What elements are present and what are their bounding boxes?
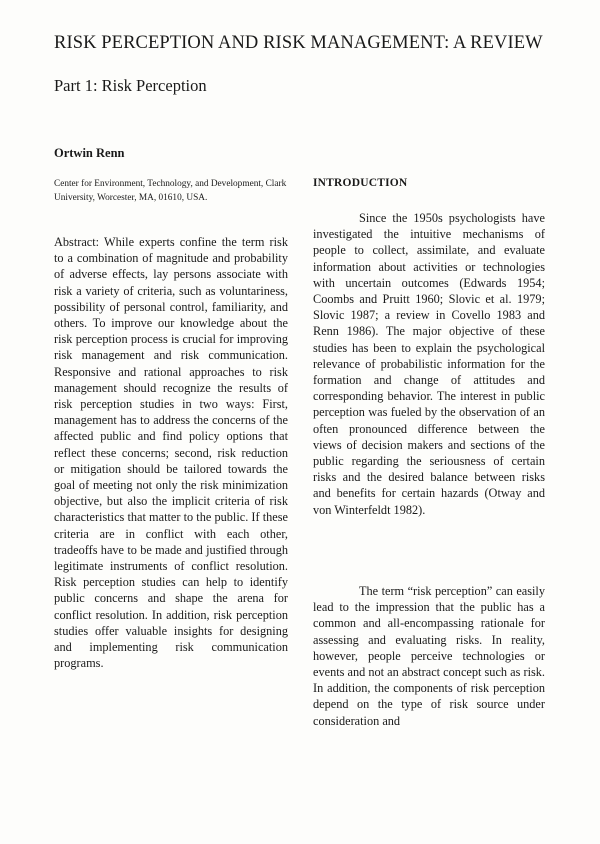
- article-subtitle: Part 1: Risk Perception: [54, 76, 207, 95]
- intro-paragraph-1: [313, 210, 545, 518]
- intro-paragraph-2-text: The term “risk perception” can easily lead to the impression that the public has a common and all-encompassing rationale for assessing and evaluating risks. In reality, however, people perceive technologies or events and not an abstract concept such as risk. In addition, the components of risk perception depend on the type of risk source under consideration and: [313, 584, 545, 728]
- article-title: RISK PERCEPTION AND RISK MANAGEMENT: A REVIEW: [54, 33, 543, 53]
- abstract-text: While experts confine the term risk to a combination of magnitude and probability of adverse effects, lay persons associate with risk a variety of criteria, such as voluntariness, possibility of personal control, familiarity, and others. To improve our knowledge about the risk perception process is crucial for improving risk management and risk communication. Responsive and rational approaches to risk management should recognize the results of risk perception studies in two ways: First, management has to address the concerns of the affected public and find policy options that reflect these concerns; second, risk reduction or mitigation should be tailored towards the goal of meeting not only the risk minimization objective, but also the implicit criteria of risk characteristics that matter to the public. If these criteria are in conflict with each other, tradeoffs have to be made and justified through legitimate instruments of conflict resolution. Risk perception studies can help to identify public concerns and shape the arena for conflict resolution. In addition, risk perception studies offer valuable insights for designing and implementing risk communication programs.: [54, 235, 288, 671]
- section-heading: INTRODUCTION: [313, 177, 408, 189]
- intro-paragraph-1-text: Since the 1950s psychologists have investigated the intuitive mechanisms of people to collect, assimilate, and evaluate information about activities or technologies with uncertain outcomes (Edwards 1954; Coombs and Pruitt 1960; Slovic et al. 1979; Slovic 1987; a review in Covello 1983 and Renn 1986). The major objective of these studies has been to explain the psychological relevance of probabilistic information for the formation and change of attitudes and corresponding behavior. The interest in public perception was fueled by the observation of an often pronounced difference between the views of decision makers and sections of the public regarding the seriousness of certain risks and the desired balance between risks and benefits for certain hazards (Otway and von Winterfeldt 1982).: [313, 211, 545, 517]
- abstract-label: Abstract:: [54, 235, 100, 249]
- author-name: Ortwin Renn: [54, 146, 125, 160]
- intro-paragraph-2: [313, 583, 545, 729]
- abstract-block: [54, 234, 288, 671]
- author-affiliation: Center for Environment, Technology, and Development, Clark University, Worcester, MA, 01610, USA.: [54, 179, 287, 203]
